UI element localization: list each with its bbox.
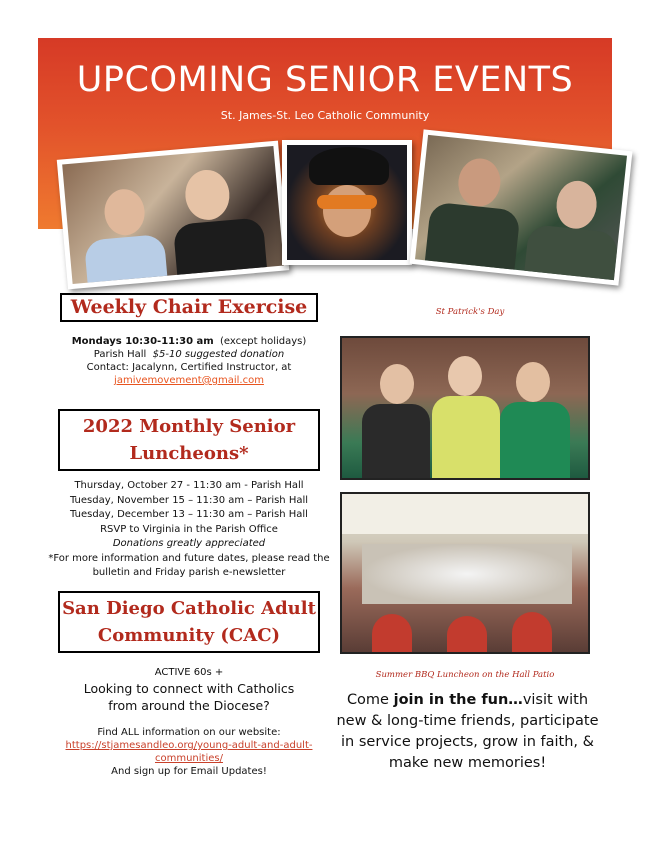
luncheon-more-info: *For more information and future dates, please read the bulletin and Friday parish e-newsletter <box>48 552 330 578</box>
photo-witch-costume <box>282 140 412 265</box>
join-bold: join in the fun… <box>393 692 523 708</box>
photo-two-men <box>410 129 633 285</box>
cac-find: Find ALL information on our website: <box>97 727 281 738</box>
luncheon-details <box>40 479 338 581</box>
luncheon-donations: Donations greatly appreciated <box>112 538 266 549</box>
cac-looking: Looking to connect with Catholics from around the Diocese? <box>83 681 295 713</box>
exercise-details: Mondays 10:30-11:30 am (except holidays) Parish Hall $5-10 suggested donation Contact: Jacalynn, Certified Instructor, at jamivemovement@gmail.com <box>60 335 318 387</box>
cac-active: ACTIVE 60s + <box>154 667 224 678</box>
luncheon-rsvp: RSVP to Virginia in the Parish Office <box>100 523 278 535</box>
cac-website-link[interactable]: https://stjamesandleo.org/young-adult-and-adult-communities/ <box>65 740 313 764</box>
luncheon-date: Thursday, October 27 - 11:30 am - Parish Hall <box>74 480 304 491</box>
exercise-time: Mondays 10:30-11:30 am <box>71 336 214 347</box>
page-subtitle: St. James-St. Leo Catholic Community <box>220 109 430 122</box>
heading-cac: San Diego Catholic Adult Community (CAC) <box>58 591 320 653</box>
photo-st-patricks-day <box>340 336 590 480</box>
join-invitation: Come join in the fun…visit with new & long-time friends, participate in service projects, grow in faith, & make new memories! <box>336 692 599 771</box>
cac-signup: And sign up for Email Updates! <box>111 766 267 777</box>
photo-bbq-luncheon <box>340 492 590 654</box>
caption-st-patricks: St Patrick's Day <box>435 307 505 317</box>
luncheon-date: Tuesday, December 13 – 11:30 am – Parish Hall <box>70 509 308 520</box>
heading-luncheons: 2022 Monthly Senior Luncheons* <box>58 409 320 471</box>
caption-bbq: Summer BBQ Luncheon on the Hall Patio <box>375 670 555 680</box>
exercise-donation: $5-10 suggested donation <box>152 349 285 360</box>
cac-details <box>40 666 338 778</box>
exercise-place: Parish Hall <box>93 349 147 360</box>
exercise-contact: Contact: Jacalynn, Certified Instructor, at <box>86 362 292 373</box>
exercise-email-link[interactable]: jamivemovement@gmail.com <box>114 375 264 386</box>
heading-chair-exercise: Weekly Chair Exercise <box>60 293 318 322</box>
luncheon-date: Tuesday, November 15 – 11:30 am – Parish Hall <box>69 494 309 506</box>
photo-two-women <box>57 141 289 290</box>
page-title: UPCOMING SENIOR EVENTS <box>76 60 574 100</box>
